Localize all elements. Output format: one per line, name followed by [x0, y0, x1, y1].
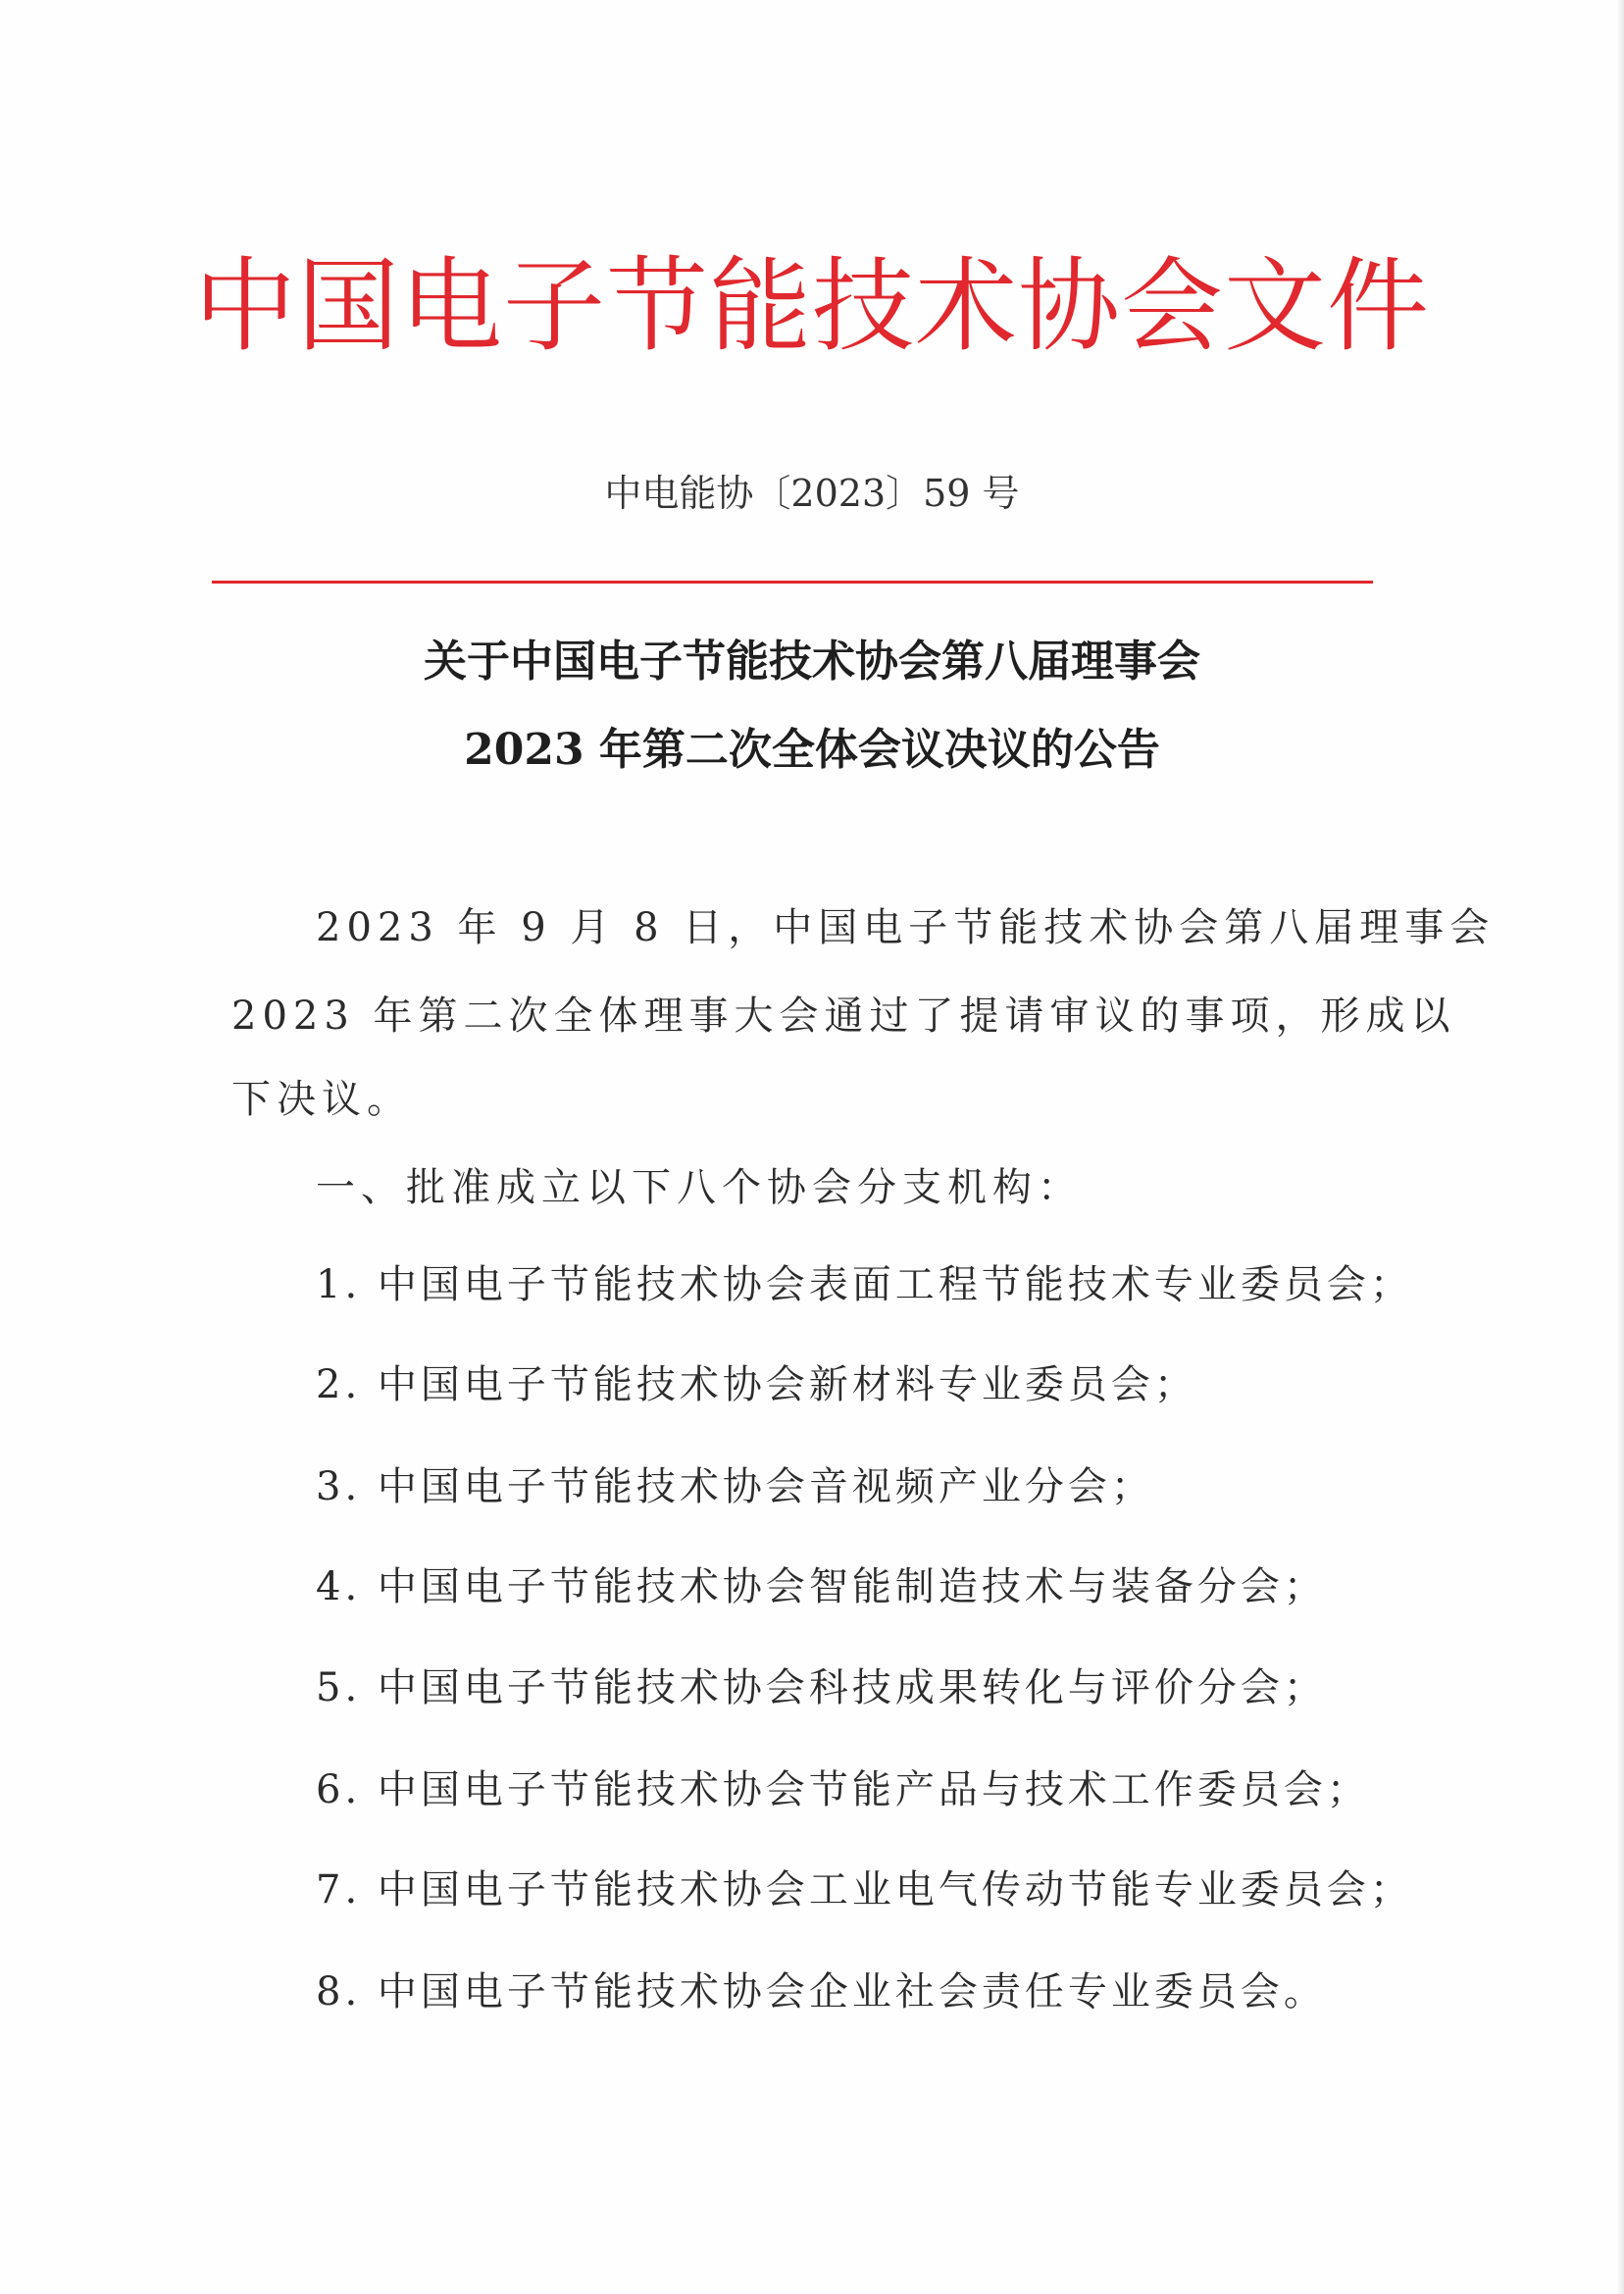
- intro-line-1: 2023 年 9 月 8 日，中国电子节能技术协会第八届理事会: [316, 905, 1496, 950]
- org-header-title: 中国电子节能技术协会文件: [193, 246, 1430, 366]
- intro-line-3: 下决议。: [231, 1077, 412, 1122]
- intro-line-2: 2023 年第二次全体理事大会通过了提请审议的事项，形成以: [231, 994, 1456, 1039]
- scan-edge-shadow: [1616, 0, 1624, 2294]
- list-item: 5. 中国电子节能技术协会科技成果转化与评价分会；: [316, 1665, 1327, 1710]
- list-item: 6. 中国电子节能技术协会节能产品与技术工作委员会；: [316, 1767, 1370, 1812]
- list-item: 1. 中国电子节能技术协会表面工程节能技术专业委员会；: [316, 1262, 1413, 1307]
- notice-title-line-2: 2023 年第二次全体会议决议的公告: [464, 725, 1160, 775]
- list-item: 4. 中国电子节能技术协会智能制造技术与装备分会；: [316, 1564, 1327, 1609]
- list-item: 2. 中国电子节能技术协会新材料专业委员会；: [316, 1362, 1197, 1407]
- document-number: 中电能协〔2023〕59 号: [604, 472, 1020, 515]
- section-heading: 一、批准成立以下八个协会分支机构：: [316, 1165, 1083, 1210]
- list-item: 3. 中国电子节能技术协会音视频产业分会；: [316, 1464, 1154, 1509]
- list-item: 8. 中国电子节能技术协会企业社会责任专业委员会。: [316, 1969, 1327, 2014]
- notice-title-line-1: 关于中国电子节能技术协会第八届理事会: [424, 637, 1200, 687]
- list-item: 7. 中国电子节能技术协会工业电气传动节能专业委员会；: [316, 1867, 1413, 1912]
- header-divider: [212, 581, 1373, 584]
